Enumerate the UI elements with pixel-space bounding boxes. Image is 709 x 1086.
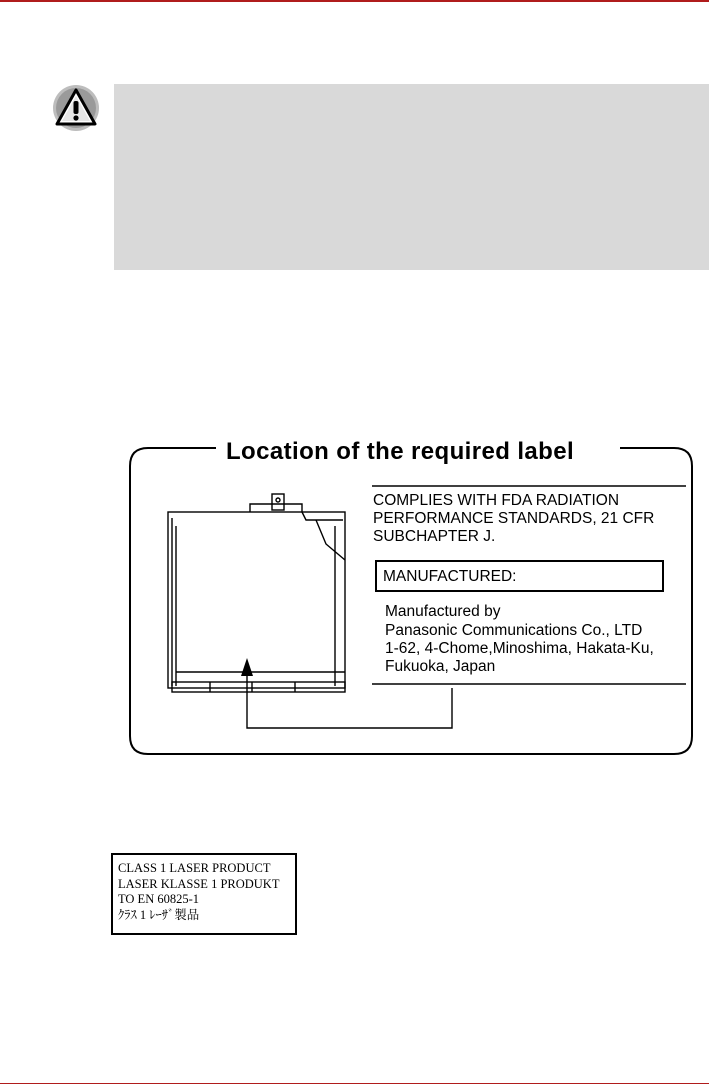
caution-box — [114, 84, 709, 270]
figure-title: Location of the required label — [226, 438, 575, 465]
laser-label-line: TO EN 60825-1 — [118, 892, 200, 906]
footer-rule — [0, 1083, 709, 1084]
fda-line: COMPLIES WITH FDA RADIATION — [373, 492, 620, 509]
manufacturer-line: Manufactured by — [385, 603, 501, 620]
laser-label-line: LASER KLASSE 1 PRODUKT — [118, 876, 280, 891]
fda-line: SUBCHAPTER J. — [373, 528, 496, 545]
fda-line: PERFORMANCE STANDARDS, 21 CFR — [373, 510, 655, 527]
manufactured-box — [375, 560, 664, 592]
label-location-figure — [126, 436, 696, 758]
manufacturer-line: Panasonic Communications Co., LTD — [385, 622, 643, 639]
manufacturer-line: Fukuoka, Japan — [385, 658, 496, 675]
laser-class-label — [111, 853, 297, 935]
laser-label-line: CLASS 1 LASER PRODUCT — [118, 861, 271, 875]
manufactured-label: MANUFACTURED: — [383, 568, 517, 585]
manufacturer-line: 1-62, 4-Chome,Minoshima, Hakata-Ku, — [385, 640, 654, 657]
warning-triangle-icon — [52, 84, 100, 132]
laser-label-line: ｸﾗｽ 1 ﾚｰｻﾞ製品 — [118, 907, 200, 922]
header-rule — [0, 0, 709, 2]
